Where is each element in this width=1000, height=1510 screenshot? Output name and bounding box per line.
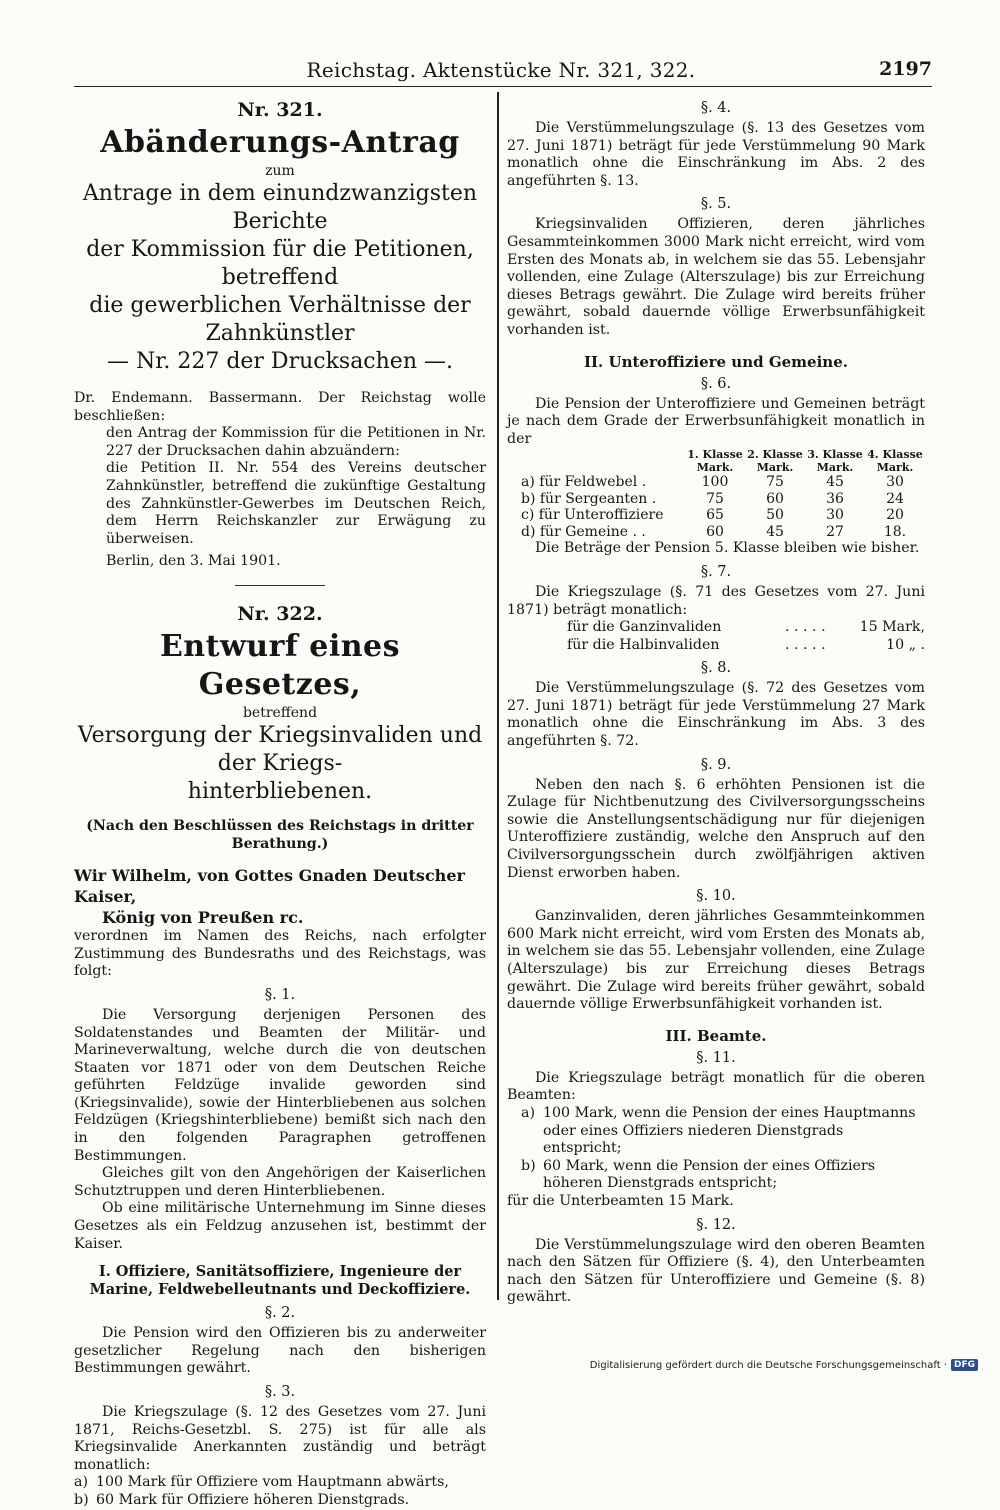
section-11-after: für die Unterbeamten 15 Mark. — [507, 1192, 734, 1209]
column-header: 3. Klasse — [807, 448, 863, 462]
table-cell: 30 — [886, 474, 904, 491]
doc321-title: Abänderungs-Antrag — [100, 125, 460, 160]
list-item-value: 15 Mark, — [859, 619, 925, 636]
table-cell: 60 — [766, 490, 784, 507]
section-11-heading: §. 11. — [696, 1049, 736, 1066]
unit-label: Mark. — [876, 461, 914, 475]
row-label: c) für Unteroffiziere — [521, 507, 664, 524]
doc322-wir-line: Wir Wilhelm, von Gottes Gnaden Deutscher Kaiser, — [74, 866, 465, 907]
section-8-heading: §. 8. — [700, 660, 732, 677]
credit-text: Digitalisierung gefördert durch die Deutsche Forschungsgemeinschaft · — [589, 1359, 947, 1371]
doc322-number: Nr. 322. — [237, 602, 323, 625]
list-item — [507, 619, 925, 637]
table-row — [507, 491, 925, 508]
doc322-note: (Nach den Beschlüssen des Reichstags in dritter Berathung.) — [86, 817, 474, 852]
column-header: 1. Klasse — [687, 448, 743, 462]
part-II-heading: II. Unteroffiziere und Gemeine. — [584, 352, 848, 371]
unit-label: Mark. — [696, 461, 734, 475]
unit-label: Mark. — [816, 461, 854, 475]
section-2-heading: §. 2. — [264, 1305, 296, 1322]
document-321 — [74, 98, 486, 571]
section-1-heading: §. 1. — [264, 986, 296, 1003]
section-9-heading: §. 9. — [700, 756, 732, 773]
table-cell: 18. — [883, 523, 907, 540]
doc322-verordnen: verordnen im Namen des Reichs, nach erfolgter Zustimmung des Bundesraths und des Reichstags, was folgt: — [74, 928, 486, 980]
left-column — [74, 98, 486, 1510]
table-row — [507, 474, 925, 491]
list-item-label: b) — [521, 1157, 536, 1174]
section-3-heading: §. 3. — [264, 1384, 296, 1400]
page-number: 2197 — [879, 58, 932, 80]
doc321-motion-paragraph: den Antrag der Kommission für die Petitionen in Nr. 227 der Drucksachen dahin abzuändern: — [106, 425, 486, 459]
section-11-paragraph: Die Kriegszulage beträgt monatlich für die oberen Beamten: — [507, 1069, 925, 1104]
right-column — [507, 98, 925, 1307]
table-header-row — [507, 448, 925, 461]
section-6-paragraph: Die Pension der Unteroffiziere und Gemeinen beträgt je nach dem Grade der Erwerbsunfähigkeit monatlich in der — [507, 395, 925, 447]
digitization-credit — [590, 1359, 978, 1371]
table-cell: 45 — [766, 523, 784, 540]
table-cell: 36 — [826, 490, 844, 507]
doc322-betreffend: betreffend — [242, 704, 318, 721]
column-header: 4. Klasse — [867, 448, 923, 462]
row-label: b) für Sergeanten . — [521, 490, 657, 507]
section-separator — [235, 585, 325, 586]
doc322-subject-line: Versorgung der Kriegsinvaliden und der Kriegs- — [77, 722, 483, 776]
doc321-intro: Dr. Endemann. Bassermann. Der Reichstag wolle beschließen: — [74, 390, 486, 424]
doc321-number: Nr. 321. — [237, 99, 323, 121]
list-item-label: a) — [74, 1474, 88, 1491]
list-item-text: 100 Mark, wenn die Pension der eines Hauptmanns oder eines Offiziers niederen Dienstgrads entspricht; — [543, 1104, 916, 1157]
doc322-title: Entwurf eines Gesetzes, — [159, 628, 401, 702]
section-5-paragraph: Kriegsinvaliden Offizieren, deren jährliches Gesammteinkommen 3000 Mark nicht erreicht, wird vom Ersten des Monats ab, in welchem sie das 55. Lebensjahr vollenden, eine Zulage (Alterszulage) bis zur Erreichung dieses Betrags gewährt. Die Zulage wird bereits früher gewährt, sobald dauernde völlige Erwerbsunfähigkeit vorhanden ist. — [507, 216, 925, 338]
column-header: 2. Klasse — [747, 448, 803, 462]
section-1-paragraph: Gleiches gilt von den Angehörigen der Kaiserlichen Schutztruppen und deren Hinterbliebenen. — [74, 1165, 486, 1199]
page-header — [70, 58, 932, 82]
section-3-paragraph: Die Kriegszulage (§. 12 des Gesetzes vom 27. Juni 1871, Reichs-Gesetzbl. S. 275) ist für alle als Kriegsinvalide Anerkannten zuständig und beträgt monatlich: — [74, 1404, 486, 1473]
leader-dots: . . . . . — [785, 636, 826, 653]
section-8-paragraph: Die Verstümmelungszulage (§. 72 des Gesetzes vom 27. Juni 1871) beträgt für jede Verstümmelung 27 Mark monatlich ohne die Einschränkung im Abs. 3 des angeführten §. 72. — [507, 680, 925, 750]
table-cell: 45 — [826, 474, 844, 491]
dfg-logo: DFG — [951, 1359, 978, 1371]
list-item — [507, 637, 925, 655]
doc321-date: Berlin, den 3. Mai 1901. — [106, 553, 281, 570]
section-1-paragraph: Die Versorgung derjenigen Personen des Soldatenstandes und Beamten der Militär- und Marineverwaltung, welche durch die von deutschen Staaten vor 1871 oder von dem Deutschen Reiche geführten Feldzüge invalide geworden sind (Kriegsinvalide), sowie der Hinterbliebenen aus solchen Feldzügen (Kriegshinterbliebene) bemißt sich nach den in den folgenden Paragraphen getroffenen Bestimmungen. — [74, 1006, 486, 1164]
header-rule — [74, 86, 932, 87]
doc321-subject-line: der Kommission für die Petitionen, betreffend — [86, 237, 474, 290]
list-item — [74, 1492, 486, 1510]
table-cell: 24 — [886, 490, 904, 507]
section-2-paragraph: Die Pension wird den Offizieren bis zu anderweiter gesetzlicher Regelung nach den bisherigen Bestimmungen gewährt. — [74, 1325, 486, 1377]
section-9-paragraph: Neben den nach §. 6 erhöhten Pensionen ist die Zulage für Nichtbenutzung des Civilversorgungsscheins sowie die Anstellungsentschädigung nur für diejenigen Unteroffiziere zuständig, welche den Anspruch auf den Civilversorgungsschein durch zwölfjährigen aktiven Dienst erworben haben. — [507, 776, 925, 881]
table-cell: 100 — [701, 474, 729, 491]
section-12-paragraph: Die Verstümmelungszulage wird den oberen Beamten nach den Sätzen für Offiziere (§. 4), den Unterbeamten nach den Sätzen für Unteroffiziere und Gemeine (§. 8) gewährt. — [507, 1236, 925, 1306]
table-row — [507, 524, 925, 541]
list-item — [507, 1105, 925, 1158]
section-5-heading: §. 5. — [700, 196, 732, 213]
doc321-subject-line: die gewerblichen Verhältnisse der Zahnkünstler — [89, 293, 471, 346]
table-cell: 50 — [766, 507, 784, 524]
doc322-wir-line: König von Preußen rc. — [102, 908, 304, 928]
table-cell: 27 — [826, 523, 844, 540]
doc322-subject-line: hinterbliebenen. — [187, 778, 373, 804]
doc321-subject-line: Antrage in dem einundzwanzigsten Berichte — [82, 181, 478, 234]
section-7-paragraph: Die Kriegszulage (§. 71 des Gesetzes vom 27. Juni 1871) beträgt monatlich: — [507, 583, 925, 618]
section-10-heading: §. 10. — [696, 888, 736, 905]
section-4-heading: §. 4. — [700, 100, 732, 116]
document-322 — [74, 602, 486, 1510]
table-row — [507, 507, 925, 524]
section-1-paragraph: Ob eine militärische Unternehmung im Sinne dieses Gesetzes als ein Feldzug anzusehen ist, bestimmt der Kaiser. — [74, 1200, 486, 1252]
section-6-after: Die Beträge der Pension 5. Klasse bleiben wie bisher. — [535, 540, 920, 557]
list-item-label: b) — [74, 1491, 89, 1508]
table-cell: 75 — [766, 474, 784, 491]
row-label: d) für Gemeine . . — [521, 523, 646, 540]
list-item-label: für die Halbinvaliden — [567, 636, 720, 653]
doc321-petition-paragraph: die Petition II. Nr. 554 des Vereins deutscher Zahnkünstler, betreffend die zukünftige Gestaltung des Zahnkünstler-Gewerbes im Deutschen Reich, dem Herrn Reichskanzler zur Erwägung zu überweisen. — [106, 460, 486, 547]
leader-dots: . . . . . — [785, 619, 826, 636]
table-cell: 60 — [706, 523, 724, 540]
section-12-heading: §. 12. — [696, 1216, 736, 1233]
table-cell: 75 — [706, 490, 724, 507]
list-item — [74, 1474, 486, 1492]
doc321-zum: zum — [265, 163, 295, 179]
column-divider — [497, 92, 499, 1300]
list-item-text: 60 Mark, wenn die Pension der eines Offiziers höheren Dienstgrads entspricht; — [543, 1157, 875, 1192]
section-6-heading: §. 6. — [700, 375, 732, 392]
doc321-subject-line: — Nr. 227 der Drucksachen —. — [107, 349, 453, 374]
table-cell: 20 — [886, 507, 904, 524]
section-4-paragraph: Die Verstümmelungszulage (§. 13 des Gesetzes vom 27. Juni 1871) beträgt für jede Verstümmelung 90 Mark monatlich ohne die Einschränkung im Abs. 2 des angeführten §. 13. — [507, 120, 925, 189]
header-title: Reichstag. Aktenstücke Nr. 321, 322. — [306, 58, 696, 82]
table-cell: 65 — [706, 507, 724, 524]
row-label: a) für Feldwebel . — [521, 474, 647, 491]
part-I-heading: I. Offiziere, Sanitätsoffiziere, Ingenieure der Marine, Feldwebelleutnants und Deckoffiziere. — [89, 1263, 471, 1299]
list-item — [507, 1158, 925, 1193]
section-10-paragraph: Ganzinvaliden, deren jährliches Gesammteinkommen 600 Mark nicht erreicht, wird vom Ersten des Monats ab, in welchem sie das 55. Lebensjahr vollenden, eine Zulage (Alterszulage) bis zur Erreichung dieses Betrags gewährt. Die Zulage wird bereits früher gewährt, sobald dauernde völlige Erwerbsunfähigkeit vorhanden ist. — [507, 908, 925, 1013]
list-item-label: für die Ganzinvaliden — [567, 619, 722, 636]
list-item-label: a) — [521, 1104, 535, 1121]
table-unit-row — [507, 461, 925, 474]
list-item-text: 60 Mark für Offiziere höheren Dienstgrads. — [96, 1491, 410, 1508]
part-III-heading: III. Beamte. — [665, 1026, 767, 1045]
list-item-text: 100 Mark für Offiziere vom Hauptmann abwärts, — [96, 1474, 449, 1491]
pension-table — [507, 448, 925, 540]
section-7-heading: §. 7. — [700, 563, 732, 580]
list-item-value: 10 „ . — [886, 636, 925, 653]
table-cell: 30 — [826, 507, 844, 524]
unit-label: Mark. — [756, 461, 794, 475]
